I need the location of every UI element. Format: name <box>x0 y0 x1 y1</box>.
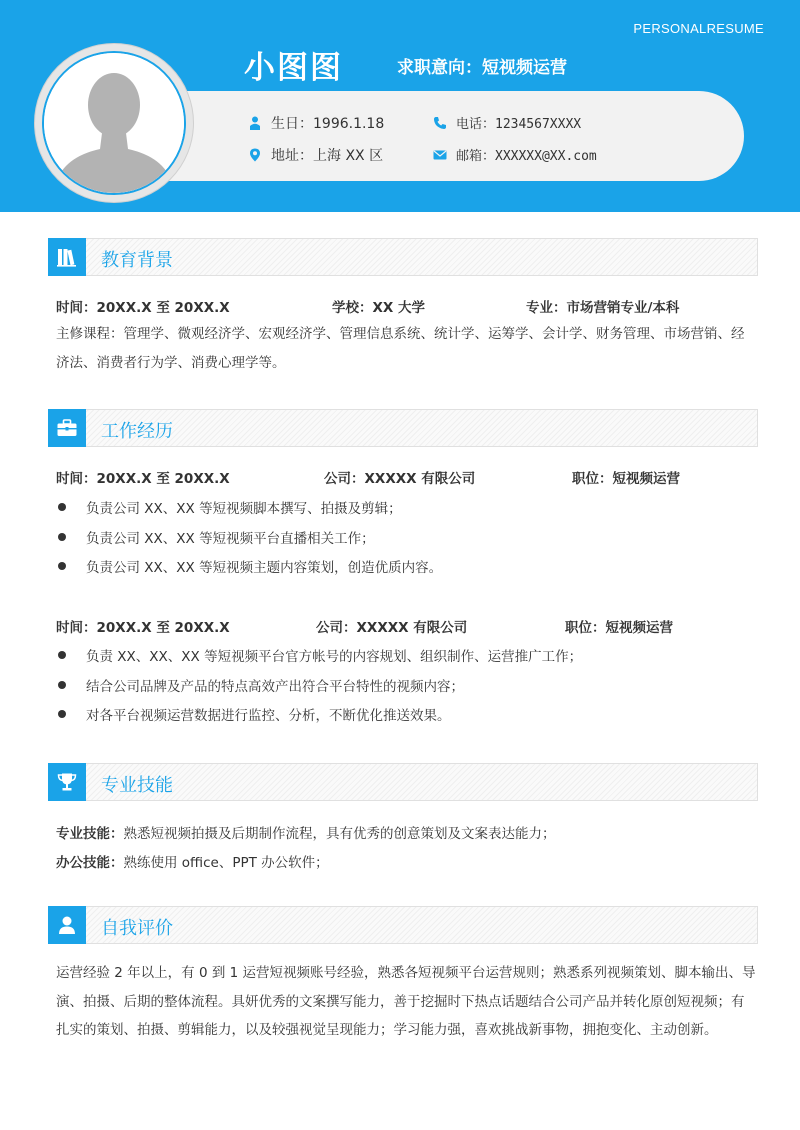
job-time: 时间：20XX.X 至 20XX.X <box>56 620 230 636</box>
job-objective: 求职意向：短视频运营 <box>397 58 567 78</box>
avatar-frame <box>34 43 194 203</box>
professional-skills <box>56 822 556 842</box>
envelope-icon <box>433 148 447 162</box>
phone-text: 电话：1234567XXXX <box>456 117 582 132</box>
candidate-name: 小图图 <box>244 50 343 86</box>
address-row <box>248 145 383 165</box>
office-skills <box>56 851 329 871</box>
section-title: 教育背景 <box>101 250 173 271</box>
job-company: 公司：XXXXX 有限公司 <box>316 620 468 636</box>
office-skills-text: 熟练使用 office、PPT 办公软件； <box>123 855 329 871</box>
section-title: 工作经历 <box>101 421 173 442</box>
trophy-icon <box>56 771 78 793</box>
avatar <box>42 51 186 195</box>
section-education <box>48 238 758 276</box>
section-title: 专业技能 <box>101 775 173 796</box>
avatar-silhouette-icon <box>44 53 184 193</box>
section-skills <box>48 763 758 801</box>
education-time: 时间：20XX.X 至 20XX.X <box>56 300 230 316</box>
header-tag: PERSONALRESUME <box>633 21 764 36</box>
email-row <box>433 145 597 164</box>
briefcase-icon <box>56 417 78 439</box>
job-position: 职位：短视频运营 <box>565 620 673 636</box>
phone-icon <box>433 116 447 130</box>
birthday-row <box>248 113 384 133</box>
person-icon <box>248 116 262 130</box>
professional-skills-text: 熟悉短视频拍摄及后期制作流程，具有优秀的创意策划及文案表达能力； <box>123 826 556 842</box>
job-company: 公司：XXXXX 有限公司 <box>324 471 476 487</box>
job-position: 职位：短视频运营 <box>572 471 680 487</box>
job-duty: 对各平台视频运营数据进行监控、分析，不断优化推送效果。 <box>56 704 451 724</box>
phone-row <box>433 113 581 132</box>
job-time: 时间：20XX.X 至 20XX.X <box>56 471 230 487</box>
office-skills-label: 办公技能： <box>56 855 124 871</box>
job-duty: 负责公司 XX、XX 等短视频主题内容策划，创造优质内容。 <box>56 556 442 576</box>
section-title: 自我评价 <box>101 918 173 939</box>
address-text: 地址：上海 XX 区 <box>271 148 384 164</box>
books-icon <box>56 246 78 268</box>
job-duty: 负责 XX、XX、XX 等短视频平台官方帐号的内容规划、组织制作、运营推广工作； <box>56 645 582 665</box>
birthday-text: 生日：1996.1.18 <box>271 116 385 132</box>
user-icon <box>56 914 78 936</box>
education-courses: 主修课程：管理学、微观经济学、宏观经济学、管理信息系统、统计学、运筹学、会计学、财务管理、市场营销、经济法、消费者行为学、消费心理学等。 <box>56 326 745 371</box>
location-pin-icon <box>248 148 262 162</box>
job-duty: 负责公司 XX、XX 等短视频平台直播相关工作； <box>56 527 375 547</box>
professional-skills-label: 专业技能： <box>56 826 124 842</box>
education-major: 专业：市场营销专业/本科 <box>526 300 680 316</box>
section-work <box>48 409 758 447</box>
email-text: 邮箱：XXXXXX@XX.com <box>456 149 597 164</box>
education-school: 学校：XX 大学 <box>332 300 426 316</box>
job-duty: 负责公司 XX、XX 等短视频脚本撰写、拍摄及剪辑； <box>56 497 402 517</box>
job-duty: 结合公司品牌及产品的特点高效产出符合平台特性的视频内容； <box>56 675 464 695</box>
contact-info-panel <box>118 91 744 181</box>
section-self-evaluation <box>48 906 758 944</box>
self-evaluation-text: 运营经验 2 年以上，有 0 到 1 运营短视频账号经验，熟悉各短视频平台运营规则；熟悉系列视频策划、脚本输出、导演、拍摄、后期的整体流程。具妍优秀的文案撰写能力，善于挖掘时下热点话题结合公司产品并转化原创短视频；有扎实的策划、拍摄、剪辑能力，以及较强视觉呈现能力；学习能力强，喜欢挑战新事物，拥抱变化、主动创新。 <box>56 965 756 1038</box>
